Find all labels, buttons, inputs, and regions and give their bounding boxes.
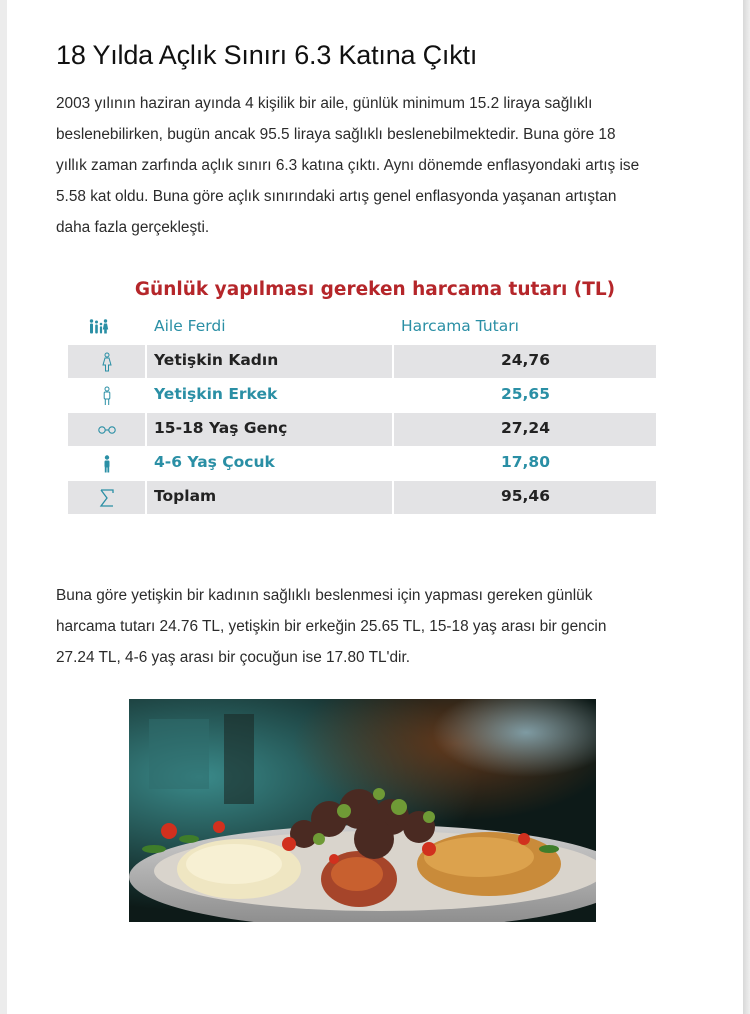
table-row xyxy=(68,345,656,378)
row-value: 24,76 xyxy=(500,351,550,369)
table-row xyxy=(68,413,656,446)
row-name: Yetişkin Erkek xyxy=(154,385,278,403)
row-name: Toplam xyxy=(154,487,217,505)
table-row xyxy=(68,481,656,514)
document-page xyxy=(7,0,743,1014)
row-value: 95,46 xyxy=(500,487,550,505)
row-value: 25,65 xyxy=(500,385,550,403)
table-title: Günlük yapılması gereken harcama tutarı (TL) xyxy=(134,279,616,300)
paragraph-line: 5.58 kat oldu. Buna göre açlık sınırındaki artış genel enflasyonda yaşanan artıştan xyxy=(56,188,617,205)
row-name: 4-6 Yaş Çocuk xyxy=(154,453,275,471)
column-header-name: Aile Ferdi xyxy=(154,317,226,335)
article-title: 18 Yılda Açlık Sınırı 6.3 Katına Çıktı xyxy=(56,40,478,70)
man-icon xyxy=(96,386,118,406)
paragraph-line: harcama tutarı 24.76 TL, yetişkin bir erkeğin 25.65 TL, 15-18 yaş arası bir gencin xyxy=(56,618,607,635)
paragraph-line: 2003 yılının haziran ayında 4 kişilik bir aile, günlük minimum 15.2 liraya sağlıklı xyxy=(56,95,593,112)
page-edge xyxy=(743,0,750,1014)
column-header-value: Harcama Tutarı xyxy=(401,317,519,335)
paragraph-line: beslenebilirken, bugün ancak 95.5 liraya sağlıklı beslenebilmektedir. Buna göre 18 xyxy=(56,126,616,143)
child-icon xyxy=(96,454,118,474)
table-row xyxy=(68,379,656,412)
woman-icon xyxy=(96,352,118,372)
paragraph-line: 27.24 TL, 4-6 yaş arası bir çocuğun ise 17.80 TL'dir. xyxy=(56,649,410,666)
row-name: 15-18 Yaş Genç xyxy=(154,419,288,437)
article-paragraph-2 xyxy=(56,580,696,673)
teen-icon xyxy=(96,420,118,440)
row-value: 17,80 xyxy=(500,453,550,471)
row-name: Yetişkin Kadın xyxy=(154,351,279,369)
family-icon xyxy=(89,318,109,336)
paragraph-line: Buna göre yetişkin bir kadının sağlıklı beslenmesi için yapması gereken günlük xyxy=(56,587,593,604)
food-photo xyxy=(129,699,596,922)
table-header-row xyxy=(68,316,656,340)
food-photo-illustration xyxy=(129,699,596,922)
article-paragraph-1 xyxy=(56,88,696,243)
table-row xyxy=(68,447,656,480)
row-value: 27,24 xyxy=(500,419,550,437)
paragraph-line: yıllık zaman zarfında açlık sınırı 6.3 katına çıktı. Aynı dönemde enflasyondaki artış ise xyxy=(56,157,640,174)
sum-icon xyxy=(96,488,118,508)
paragraph-line: daha fazla gerçekleşti. xyxy=(56,219,210,236)
